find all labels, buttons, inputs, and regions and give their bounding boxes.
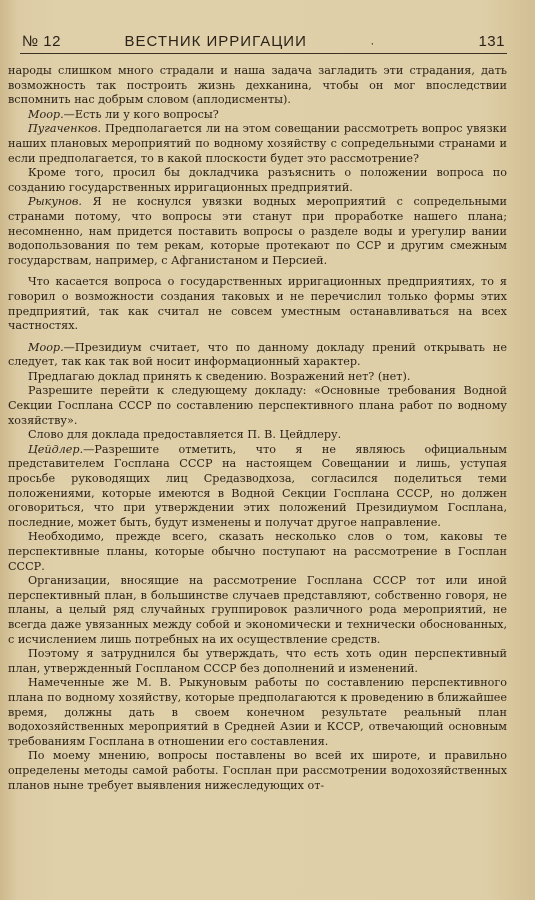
paragraph: Разрешите перейти к следующему докладу: «Основные требования Водной Секции Госплана СССР по составлению перспективного плана работ по водному хозяйству». — [8, 384, 507, 427]
paragraph: Необходимо, прежде всего, сказать несколько слов о том, каковы те перспективные планы, которые обычно поступают на рассмотрение в Госплан СССР. — [8, 530, 507, 573]
paragraph: По моему мнению, вопросы поставлены во всей их широте, и правильно определены методы самой работы. Госплан при рассмотрении водохозяйственных планов ныне требует выявления нижеследующих от- — [8, 749, 507, 792]
paragraph: Рыкунов. Я не коснулся увязки водных мероприятий с сопредельными странами потому, что вопросы эти станут при проработке нашего плана; несомненно, нам придется поставить вопросы о разделе воды и урегулир вании водопользования по тем рекам, которые протекают по ССР и другим смежным государствам, например, с Афганистаном и Персией. — [8, 195, 507, 267]
paragraph: Моор.—Есть ли у кого вопросы? — [28, 107, 219, 121]
speaker-name: Моор. — [28, 107, 64, 121]
paragraph: Предлагаю доклад принять к сведению. Возражений нет? (нет). — [28, 369, 411, 383]
issue-number: № 12 — [22, 33, 61, 50]
speaker-name: Рыкунов. — [28, 195, 82, 209]
header-rule — [20, 53, 507, 54]
paragraph: Моор.—Президиум считает, что по данному докладу прений открывать не следует, так как так вой носит информационный характер. — [8, 340, 507, 369]
speaker-name: Пугаченков. — [28, 122, 102, 136]
paragraph: Намеченные же М. В. Рыкуновым работы по составлению перспективного плана по водному хозяйству, которые предполагаются к проведению в ближайшее время, должны дать в своем конечном результате реальный план водохозяйственных мероприятий в Средней Азии и КССР, отвечающий основным требованиям Госплана в отношении его составления. — [8, 676, 507, 748]
journal-title: ВЕСТНИК ИРРИГАЦИИ — [124, 33, 307, 50]
paragraph: Поэтому я затруднился бы утверждать, что есть хоть один перспективный план, утвержденный Госпланом СССР без дополнений и изменений. — [8, 647, 507, 675]
paragraph: Слово для доклада предоставляется П. В. Цейдлеру. — [28, 428, 342, 442]
speaker-name: Моор. — [28, 340, 64, 354]
paragraph: Цейдлер.—Разрешите отметить, что я не являюсь официальным представителем Госплана СССР на настоящем Совещании и лишь, уступая просьбе руководящих лиц Средазводхоза, согласился поделиться теми положениями, которые имеются в Водной Секции Госплана СССР, но должен оговориться, что при утверждении этих положений Президиумом Госплана, последние, может быть, будут изменены и получат другое направление. — [8, 442, 507, 529]
paragraph: Что касается вопроса о государственных ирригационных предприятиях, то я говорил о возможности создания таковых и не перечислил только формы этих предприятий, так как считал не совсем уместным останавливаться на всех частностях. — [8, 275, 507, 333]
paragraph: Кроме того, просил бы докладчика разъяснить о положении вопроса по созданию государственных ирригационных предприятий. — [8, 166, 507, 194]
article-body — [8, 64, 507, 890]
paragraph: Организации, вносящие на рассмотрение Госплана СССР тот или иной перспективный план, в большинстве случаев представляют, собственно говоря, не планы, а целый ряд случайных группировок различного рода мероприятий, не всегда даже увязанных между собой и экономически и технически обоснованных, с исчислением лишь потребных на их осуществление средств. — [8, 574, 507, 646]
header-dot: · — [370, 36, 375, 50]
paragraph: Пугаченков. Предполагается ли на этом совещании рассмотреть вопрос увязки наших плановых мероприятий по водному хозяйству с сопредельными странами и если предполагается, то в какой плоскости будет это рассмотрение? — [8, 122, 507, 165]
speaker-name: Цейдлер. — [28, 442, 84, 456]
running-header — [22, 28, 505, 50]
page-number: 131 — [478, 33, 505, 50]
paragraph: народы слишком много страдали и наша задача загладить эти страдания, дать возможность так построить жизнь дехканина, чтобы он мог впоследствии вспомнить нас добрым словом (аплодисменты). — [8, 64, 507, 107]
